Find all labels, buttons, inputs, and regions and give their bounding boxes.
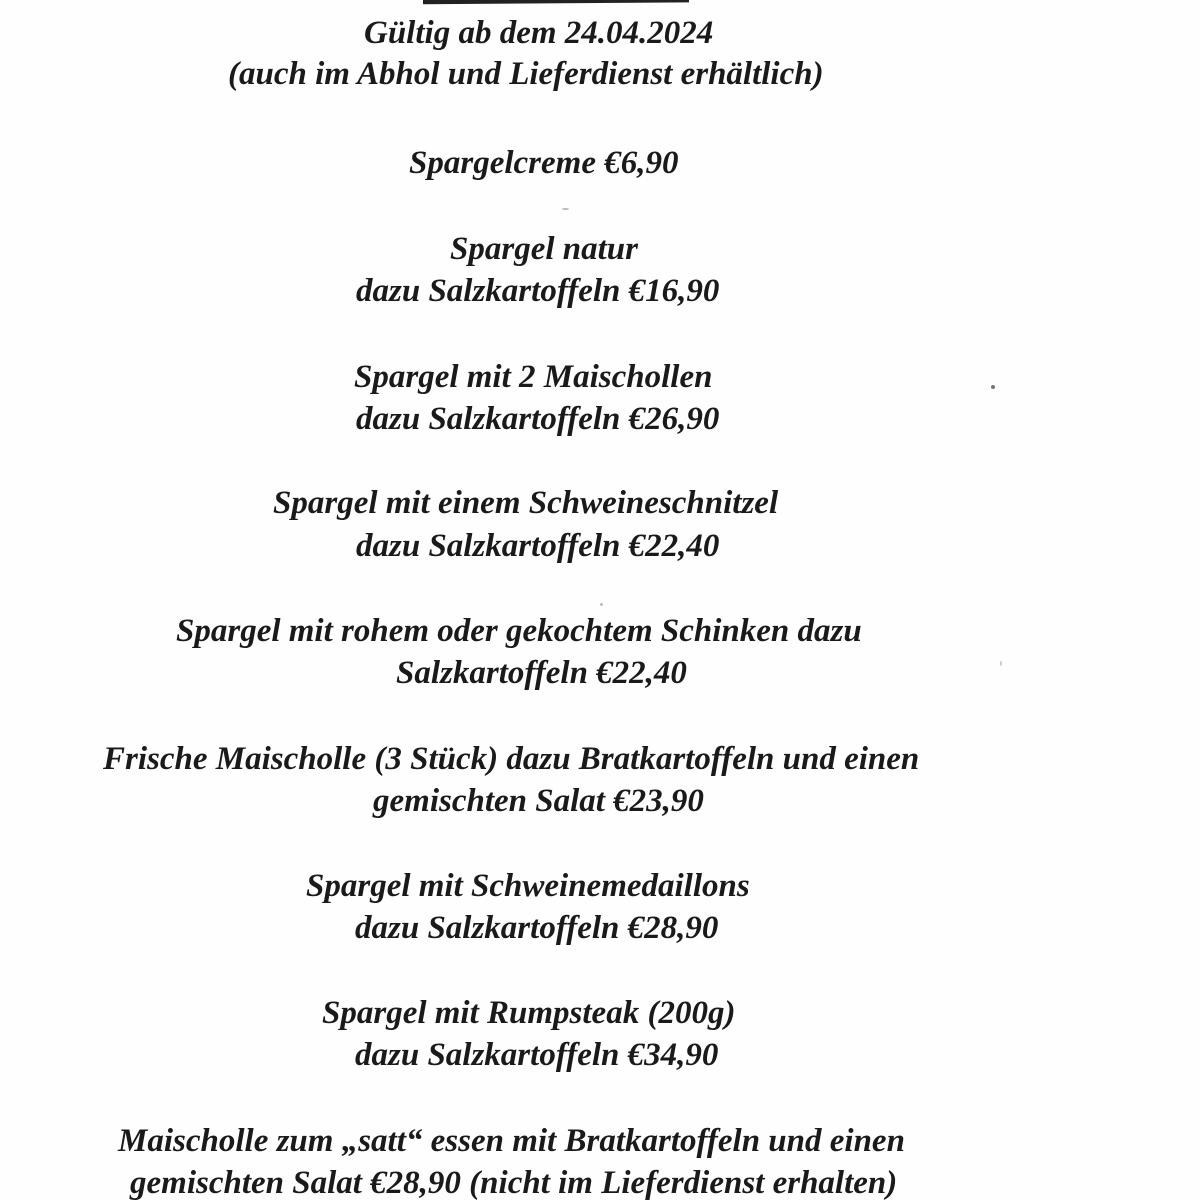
menu-item-4-line-2: dazu Salzkartoffeln €22,40 xyxy=(356,528,720,564)
menu-item-4-line-1: Spargel mit einem Schweineschnitzel xyxy=(273,485,779,521)
title-underline-fragment xyxy=(423,0,689,6)
menu-item-1-line-1: Spargelcreme €6,90 xyxy=(409,145,679,181)
menu-item-8-line-1: Spargel mit Rumpsteak (200g) xyxy=(322,995,736,1031)
menu-item-5-line-2: Salzkartoffeln €22,40 xyxy=(396,655,687,691)
menu-item-2-line-1: Spargel natur xyxy=(450,231,638,267)
menu-item-5-line-1: Spargel mit rohem oder gekochtem Schinken dazu xyxy=(176,613,862,649)
menu-item-2-line-2: dazu Salzkartoffeln €16,90 xyxy=(356,273,720,309)
scan-speck xyxy=(600,603,603,606)
scan-speck xyxy=(1000,661,1002,666)
scan-speck xyxy=(991,385,995,389)
menu-item-6-line-2: gemischten Salat €23,90 xyxy=(373,783,704,819)
menu-item-3-line-1: Spargel mit 2 Maischollen xyxy=(354,359,713,395)
menu-item-7-line-2: dazu Salzkartoffeln €28,90 xyxy=(355,910,719,946)
valid-from-text: Gültig ab dem 24.04.2024 xyxy=(364,15,714,51)
menu-item-9-line-1: Maischolle zum „satt“ essen mit Bratkartoffeln und einen xyxy=(118,1123,905,1159)
menu-item-7-line-1: Spargel mit Schweinemedaillons xyxy=(306,868,750,904)
menu-item-6-line-1: Frische Maischolle (3 Stück) dazu Bratkartoffeln und einen xyxy=(103,741,920,777)
menu-item-8-line-2: dazu Salzkartoffeln €34,90 xyxy=(355,1037,719,1073)
menu-item-3-line-2: dazu Salzkartoffeln €26,90 xyxy=(356,401,720,437)
availability-text: (auch im Abhol und Lieferdienst erhältlich) xyxy=(228,56,824,92)
menu-item-9-line-2: gemischten Salat €28,90 (nicht im Lieferdienst erhalten) xyxy=(130,1165,898,1200)
scan-speck xyxy=(562,208,569,210)
